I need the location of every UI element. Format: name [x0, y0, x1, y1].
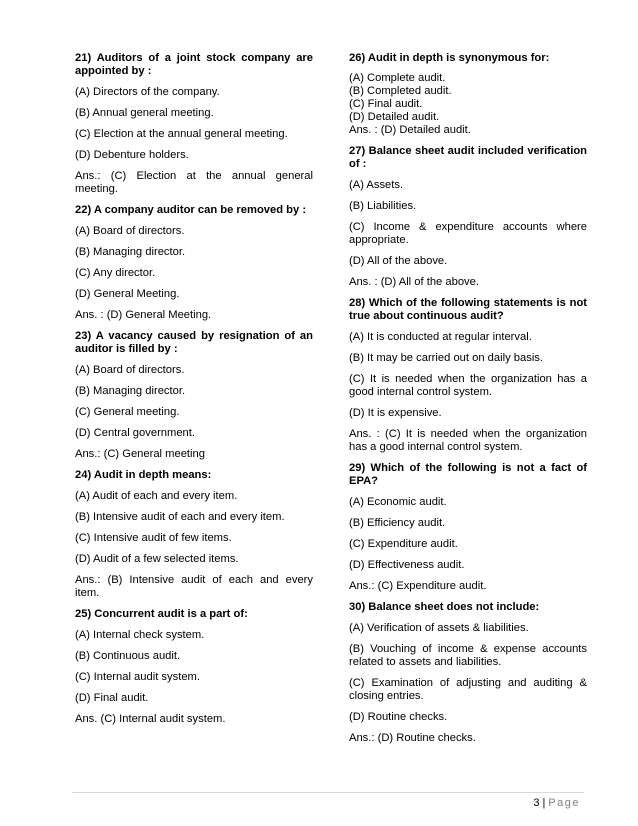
answer-text: Ans.: (B) Intensive audit of each and every item. [75, 574, 313, 599]
question-block-23 [75, 330, 313, 461]
option-c: (C) Final audit. [349, 98, 423, 110]
question-block-24 [75, 469, 313, 600]
page-label: Page [548, 797, 580, 809]
option-d: (D) Detailed audit. [349, 111, 440, 123]
answer-text: Ans. : (D) General Meeting. [75, 309, 212, 321]
option-a: (A) Directors of the company. [75, 86, 220, 98]
option-b: (B) Continuous audit. [75, 650, 181, 662]
answer-text: Ans. (C) Internal audit system. [75, 713, 226, 725]
option-d: (D) Debenture holders. [75, 149, 189, 161]
question-block-30 [349, 601, 587, 745]
page-number: 3 [533, 797, 540, 809]
question-block-28 [349, 297, 587, 454]
question-block-25 [75, 608, 313, 726]
option-c: (C) Income & expenditure accounts where appropriate. [349, 221, 587, 246]
option-b: (B) Completed audit. [349, 85, 452, 97]
option-c: (C) Examination of adjusting and auditing & closing entries. [349, 677, 587, 702]
answer-text: Ans. : (D) All of the above. [349, 276, 479, 288]
option-c: (C) Election at the annual general meeting. [75, 128, 288, 140]
question-text: 25) Concurrent audit is a part of: [75, 608, 248, 620]
question-text: 24) Audit in depth means: [75, 469, 212, 481]
answer-text: Ans.: (C) General meeting [75, 448, 205, 460]
question-text: 28) Which of the following statements is not true about continuous audit? [349, 297, 587, 322]
option-a: (A) Audit of each and every item. [75, 490, 238, 502]
question-text: 29) Which of the following is not a fact of EPA? [349, 462, 587, 487]
question-text: 22) A company auditor can be removed by : [75, 204, 307, 216]
option-d: (D) It is expensive. [349, 407, 442, 419]
option-d: (D) Final audit. [75, 692, 149, 704]
question-block-27 [349, 145, 587, 289]
option-b: (B) Managing director. [75, 385, 186, 397]
option-a: (A) Assets. [349, 179, 404, 191]
option-c: (C) It is needed when the organization has a good internal control system. [349, 373, 587, 398]
option-c: (C) Any director. [75, 267, 156, 279]
option-d: (D) All of the above. [349, 255, 448, 267]
answer-text: Ans.: (C) Expenditure audit. [349, 580, 487, 592]
option-a: (A) Internal check system. [75, 629, 205, 641]
footer-separator: | [542, 797, 546, 809]
left-column [75, 52, 313, 734]
option-b: (B) Efficiency audit. [349, 517, 446, 529]
question-block-21 [75, 52, 313, 196]
option-d: (D) Audit of a few selected items. [75, 553, 239, 565]
option-c: (C) Intensive audit of few items. [75, 532, 232, 544]
option-d: (D) Routine checks. [349, 711, 448, 723]
question-text: 23) A vacancy caused by resignation of an auditor is filled by : [75, 330, 313, 355]
question-text: 21) Auditors of a joint stock company are appointed by : [75, 52, 313, 77]
option-a: (A) Verification of assets & liabilities. [349, 622, 529, 634]
option-a: (A) Board of directors. [75, 364, 185, 376]
option-b: (B) Annual general meeting. [75, 107, 214, 119]
question-block-26 [349, 52, 587, 137]
option-d: (D) Central government. [75, 427, 195, 439]
option-b: (B) Liabilities. [349, 200, 417, 212]
option-c: (C) Internal audit system. [75, 671, 200, 683]
option-d: (D) General Meeting. [75, 288, 180, 300]
right-column [349, 52, 587, 753]
option-b: (B) It may be carried out on daily basis. [349, 352, 544, 364]
option-b: (B) Managing director. [75, 246, 186, 258]
question-text: 26) Audit in depth is synonymous for: [349, 52, 550, 64]
page-footer [533, 797, 580, 809]
option-a: (A) Economic audit. [349, 496, 447, 508]
question-block-29 [349, 462, 587, 593]
answer-text: Ans.: (C) Election at the annual general meeting. [75, 170, 313, 195]
option-a: (A) Complete audit. [349, 72, 446, 84]
option-b: (B) Intensive audit of each and every item. [75, 511, 285, 523]
footer-divider [72, 792, 584, 793]
answer-text: Ans. : (D) Detailed audit. [349, 124, 471, 136]
option-c: (C) Expenditure audit. [349, 538, 458, 550]
option-a: (A) It is conducted at regular interval. [349, 331, 532, 343]
option-d: (D) Effectiveness audit. [349, 559, 465, 571]
option-b: (B) Vouching of income & expense accounts related to assets and liabilities. [349, 643, 587, 668]
option-a: (A) Board of directors. [75, 225, 185, 237]
answer-text: Ans. : (C) It is needed when the organization has a good internal control system. [349, 428, 587, 453]
question-text: 27) Balance sheet audit included verification of : [349, 145, 587, 170]
option-c: (C) General meeting. [75, 406, 180, 418]
answer-text: Ans.: (D) Routine checks. [349, 732, 476, 744]
question-block-22 [75, 204, 313, 322]
question-text: 30) Balance sheet does not include: [349, 601, 540, 613]
